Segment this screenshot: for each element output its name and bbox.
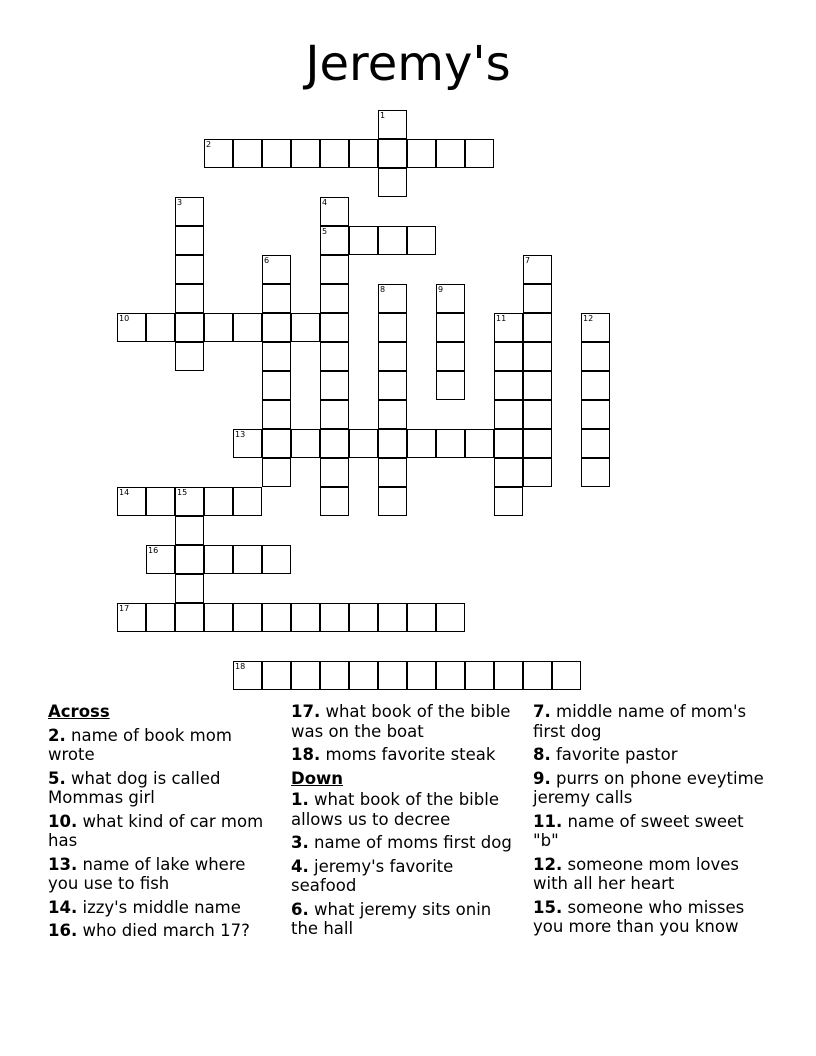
clue-text: name of sweet sweet "b": [533, 811, 744, 850]
grid-cell[interactable]: [291, 603, 320, 632]
clue-number-label: 8: [380, 285, 386, 294]
grid-cell[interactable]: [233, 603, 262, 632]
grid-cell[interactable]: [175, 574, 204, 603]
grid-cell[interactable]: [378, 429, 407, 458]
grid-cell[interactable]: [581, 400, 610, 429]
grid-cell[interactable]: [320, 342, 349, 371]
grid-cell[interactable]: [175, 487, 204, 516]
grid-cell[interactable]: [552, 661, 581, 690]
grid-cell[interactable]: [262, 603, 291, 632]
clue-number-label: 4: [322, 198, 328, 207]
grid-cell[interactable]: [378, 603, 407, 632]
grid-cell[interactable]: [204, 603, 233, 632]
grid-cell[interactable]: [175, 255, 204, 284]
clue-text: someone who misses you more than you know: [533, 897, 745, 936]
clue-number: 2.: [48, 725, 66, 745]
clue-item: [533, 769, 765, 808]
clue-text: favorite pastor: [550, 745, 678, 764]
grid-cell[interactable]: [262, 400, 291, 429]
grid-cell[interactable]: [465, 139, 494, 168]
grid-cell[interactable]: [117, 487, 146, 516]
clue-item: [533, 702, 765, 741]
grid-cell[interactable]: [349, 661, 378, 690]
grid-cell[interactable]: [262, 139, 291, 168]
grid-cell[interactable]: [204, 313, 233, 342]
grid-cell[interactable]: [436, 139, 465, 168]
clue-item: [48, 769, 280, 808]
grid-cell[interactable]: [320, 661, 349, 690]
clue-number: 4.: [291, 856, 309, 876]
grid-cell[interactable]: [175, 545, 204, 574]
clue-number-label: 10: [119, 314, 130, 323]
grid-cell[interactable]: [262, 284, 291, 313]
clue-item: [291, 702, 523, 741]
clue-number-label: 11: [496, 314, 507, 323]
clue-item: [48, 855, 280, 894]
grid-cell[interactable]: [436, 284, 465, 313]
grid-cell[interactable]: [465, 661, 494, 690]
grid-cell[interactable]: [378, 661, 407, 690]
clue-number: 13.: [48, 854, 78, 874]
grid-cell[interactable]: [494, 313, 523, 342]
grid-cell[interactable]: [494, 487, 523, 516]
grid-cell[interactable]: [349, 226, 378, 255]
clue-item: [291, 833, 523, 853]
clue-text: name of lake where you use to fish: [48, 854, 246, 893]
grid-cell[interactable]: [465, 429, 494, 458]
down-heading: Down: [291, 768, 344, 788]
grid-cell[interactable]: [378, 139, 407, 168]
grid-cell[interactable]: [407, 226, 436, 255]
grid-cell[interactable]: [407, 603, 436, 632]
clue-item: [533, 855, 765, 894]
grid-cell[interactable]: [175, 284, 204, 313]
grid-cell[interactable]: [436, 371, 465, 400]
grid-cell[interactable]: [494, 661, 523, 690]
clue-text: what jeremy sits onin the hall: [291, 899, 492, 938]
grid-cell[interactable]: [262, 342, 291, 371]
grid-cell[interactable]: [523, 284, 552, 313]
clue-item: [48, 898, 280, 918]
grid-cell[interactable]: [320, 487, 349, 516]
grid-cell[interactable]: [349, 429, 378, 458]
grid-cell[interactable]: [407, 139, 436, 168]
grid-cell[interactable]: [204, 139, 233, 168]
grid-cell[interactable]: [146, 313, 175, 342]
grid-cell[interactable]: [523, 400, 552, 429]
grid-cell[interactable]: [204, 487, 233, 516]
clue-number-label: 15: [177, 488, 188, 497]
grid-cell[interactable]: [581, 313, 610, 342]
grid-cell[interactable]: [146, 545, 175, 574]
grid-cell[interactable]: [523, 429, 552, 458]
clue-number: 16.: [48, 921, 78, 940]
clue-number-label: 12: [583, 314, 594, 323]
grid-cell[interactable]: [146, 603, 175, 632]
grid-cell[interactable]: [175, 197, 204, 226]
grid-cell[interactable]: [233, 429, 262, 458]
clue-item: [48, 921, 280, 941]
clue-number-label: 17: [119, 604, 130, 613]
clue-number-label: 1: [380, 111, 386, 120]
clue-item: [48, 726, 280, 765]
grid-cell[interactable]: [523, 313, 552, 342]
clue-number: 8.: [533, 745, 551, 764]
grid-cell[interactable]: [262, 429, 291, 458]
grid-cell[interactable]: [436, 429, 465, 458]
grid-cell[interactable]: [494, 429, 523, 458]
clue-text: what dog is called Mommas girl: [48, 768, 221, 807]
clue-number-label: 9: [438, 285, 444, 294]
grid-cell[interactable]: [523, 661, 552, 690]
grid-cell[interactable]: [262, 313, 291, 342]
clue-number-label: 6: [264, 256, 270, 265]
grid-cell[interactable]: [523, 458, 552, 487]
grid-cell[interactable]: [204, 545, 233, 574]
clue-number: 3.: [291, 833, 309, 852]
clue-item: [533, 812, 765, 851]
grid-cell[interactable]: [581, 429, 610, 458]
grid-cell[interactable]: [262, 661, 291, 690]
grid-cell[interactable]: [378, 226, 407, 255]
grid-cell[interactable]: [523, 342, 552, 371]
grid-cell[interactable]: [291, 661, 320, 690]
grid-cell[interactable]: [436, 342, 465, 371]
clue-item: [291, 790, 523, 829]
clue-number-label: 16: [148, 546, 159, 555]
grid-cell[interactable]: [378, 168, 407, 197]
clue-number: 9.: [533, 768, 551, 788]
grid-cell[interactable]: [436, 603, 465, 632]
clue-text: name of moms first dog: [308, 833, 512, 852]
grid-cell[interactable]: [407, 429, 436, 458]
clue-number: 12.: [533, 854, 563, 874]
clue-number-label: 5: [322, 227, 328, 236]
grid-cell[interactable]: [320, 400, 349, 429]
grid-cell[interactable]: [175, 342, 204, 371]
clue-item: [533, 745, 765, 765]
clue-text: who died march 17?: [77, 921, 250, 940]
grid-cell[interactable]: [378, 458, 407, 487]
grid-cell[interactable]: [175, 313, 204, 342]
clue-number: 7.: [533, 702, 551, 721]
grid-cell[interactable]: [378, 313, 407, 342]
grid-cell[interactable]: [320, 255, 349, 284]
clue-number: 6.: [291, 899, 309, 919]
grid-cell[interactable]: [320, 429, 349, 458]
clue-number-label: 14: [119, 488, 130, 497]
clue-text: what book of the bible was on the boat: [291, 702, 511, 741]
grid-cell[interactable]: [117, 313, 146, 342]
grid-cell[interactable]: [233, 139, 262, 168]
grid-cell[interactable]: [262, 458, 291, 487]
grid-cell[interactable]: [233, 661, 262, 690]
clue-text: moms favorite steak: [320, 745, 496, 764]
clue-number-label: 13: [235, 430, 246, 439]
clue-item: [291, 745, 523, 765]
clue-number: 11.: [533, 811, 563, 831]
grid-cell[interactable]: [581, 342, 610, 371]
clue-number: 18.: [291, 745, 321, 764]
clue-column-1: [48, 702, 280, 945]
grid-cell[interactable]: [262, 371, 291, 400]
grid-cell[interactable]: [436, 313, 465, 342]
clue-column-3: [533, 702, 765, 941]
grid-cell[interactable]: [146, 487, 175, 516]
grid-cell[interactable]: [262, 545, 291, 574]
grid-cell[interactable]: [378, 487, 407, 516]
clue-column-2: [291, 702, 523, 943]
clue-number: 17.: [291, 702, 321, 721]
grid-cell[interactable]: [378, 284, 407, 313]
clue-text: what kind of car mom has: [48, 811, 264, 850]
clue-number-label: 3: [177, 198, 183, 207]
grid-cell[interactable]: [523, 255, 552, 284]
clue-number: 10.: [48, 811, 78, 831]
grid-cell[interactable]: [494, 400, 523, 429]
clue-text: jeremy's favorite seafood: [291, 856, 454, 895]
grid-cell[interactable]: [436, 661, 465, 690]
clue-number: 1.: [291, 790, 309, 809]
grid-cell[interactable]: [262, 255, 291, 284]
clue-text: izzy's middle name: [77, 897, 241, 917]
grid-cell[interactable]: [494, 458, 523, 487]
clue-text: purrs on phone eveytime jeremy calls: [533, 768, 764, 807]
clue-text: someone mom loves with all her heart: [533, 854, 740, 893]
grid-cell[interactable]: [581, 458, 610, 487]
grid-cell[interactable]: [320, 226, 349, 255]
clue-item: [291, 857, 523, 896]
grid-cell[interactable]: [175, 226, 204, 255]
grid-cell[interactable]: [378, 110, 407, 139]
grid-cell[interactable]: [320, 197, 349, 226]
grid-cell[interactable]: [320, 458, 349, 487]
grid-cell[interactable]: [320, 313, 349, 342]
grid-cell[interactable]: [349, 603, 378, 632]
grid-cell[interactable]: [117, 603, 146, 632]
grid-cell[interactable]: [378, 400, 407, 429]
clue-number: 5.: [48, 768, 66, 788]
grid-cell[interactable]: [233, 313, 262, 342]
clue-text: what book of the bible allows us to decree: [291, 790, 499, 829]
grid-cell[interactable]: [407, 661, 436, 690]
grid-cell[interactable]: [233, 487, 262, 516]
grid-cell[interactable]: [320, 139, 349, 168]
grid-cell[interactable]: [378, 342, 407, 371]
clue-item: [48, 812, 280, 851]
grid-cell[interactable]: [320, 603, 349, 632]
grid-cell[interactable]: [233, 545, 262, 574]
grid-cell[interactable]: [175, 516, 204, 545]
grid-cell[interactable]: [291, 313, 320, 342]
puzzle-title: Jeremy's: [305, 36, 511, 92]
clue-number: 15.: [533, 897, 563, 917]
grid-cell[interactable]: [494, 342, 523, 371]
grid-cell[interactable]: [291, 429, 320, 458]
grid-cell[interactable]: [349, 139, 378, 168]
clue-item: [291, 900, 523, 939]
clue-text: middle name of mom's first dog: [533, 702, 747, 741]
grid-cell[interactable]: [320, 371, 349, 400]
clue-number: 14.: [48, 897, 78, 917]
clue-text: name of book mom wrote: [48, 725, 232, 764]
clue-item: [533, 898, 765, 937]
clue-number-label: 2: [206, 140, 212, 149]
grid-cell[interactable]: [175, 603, 204, 632]
grid-cell[interactable]: [291, 139, 320, 168]
grid-cell[interactable]: [378, 371, 407, 400]
grid-cell[interactable]: [320, 284, 349, 313]
grid-cell[interactable]: [581, 371, 610, 400]
clue-number-label: 7: [525, 256, 531, 265]
clue-number-label: 18: [235, 662, 246, 671]
grid-cell[interactable]: [494, 371, 523, 400]
grid-cell[interactable]: [523, 371, 552, 400]
across-heading: Across: [48, 702, 110, 721]
